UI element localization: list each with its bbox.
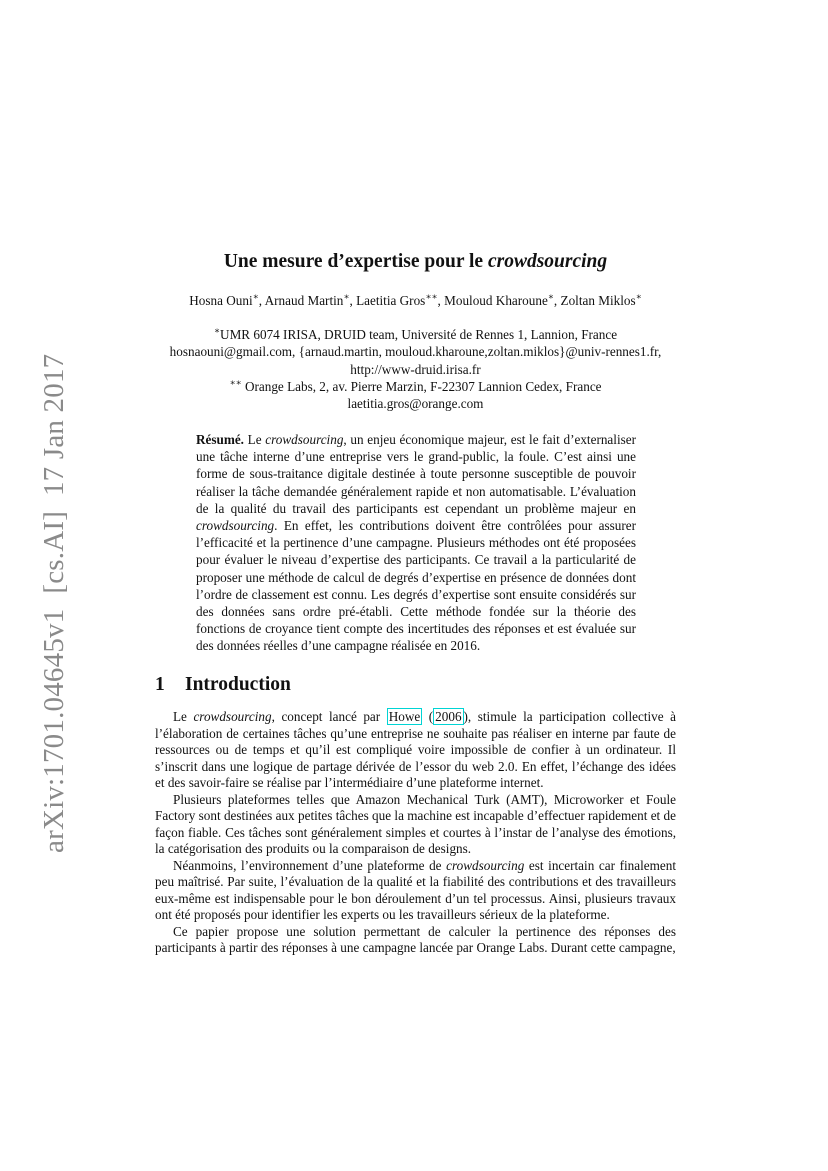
- body-text: Le: [173, 709, 194, 724]
- author: [444, 293, 554, 308]
- affiliation-line: [140, 378, 691, 395]
- paragraph: Ce papier propose une solution permettant de calculer la pertinence des réponses des participants à partir des réponses à une campagne lancée par Orange Labs. Durant cette campagne,: [155, 923, 676, 955]
- abstract-italic: crowdsourcing: [265, 432, 344, 447]
- affiliation-mark: ∗: [213, 325, 221, 336]
- affiliation-line: [140, 326, 691, 343]
- citation-year-link[interactable]: 2006: [435, 709, 462, 724]
- body-text: , concept lancé par: [271, 709, 387, 724]
- arxiv-date: 17 Jan 2017: [38, 353, 70, 497]
- section-number: 1: [155, 674, 165, 695]
- body-text: (: [422, 709, 434, 724]
- affiliation-mark: ∗∗: [229, 377, 242, 388]
- author-mark: ∗: [635, 291, 642, 302]
- paragraph: Plusieurs plateformes telles que Amazon Mechanical Turk (AMT), Microworker et Foule Factory sont destinées aux petites tâches que la machine est incapable d’effectuer rapidement et de façon fiable. Ces tâches sont généralement simples et courtes à l’instar de l’analyse des émotions, la catégorisation des produits ou la comparaison de designs.: [155, 791, 676, 856]
- abstract-text: , un enjeu économique majeur, est le fait d’externaliser une tâche interne d’une entreprise vers le grand-public, la foule. C’est ainsi une forme de sous-traitance digitale destinée à toute personne susceptible de pouvoir réaliser la tâche demandée généralement rapide et non automatisable. L’évaluation de la qualité du travail des participants est cependant un problème majeur en: [196, 432, 636, 516]
- abstract: [196, 431, 636, 655]
- paragraph: [155, 709, 676, 792]
- citation-link[interactable]: Howe: [388, 709, 421, 724]
- body-text: ), stimule la participation collective à l’élaboration de certaines tâches qu’une entreprise ne souhaite pas réaliser en interne par faute de ressources ou de temps et qu’il est compliqué voire impossible de confier à un ordinateur. Il s’inscrit dans une logique de partage dérivée de l’essor du web 2.0. En effet, l’échange des idées et des savoir-faire se réalise par l’intermédiaire d’une plateforme internet.: [155, 709, 676, 790]
- paper-title: [155, 251, 676, 273]
- body-text: Néanmoins, l’environnement d’une plateforme de: [173, 857, 447, 873]
- body-italic: crowdsourcing: [446, 857, 525, 873]
- author-mark: ∗: [343, 291, 350, 302]
- affiliation-text: Orange Labs, 2, av. Pierre Marzin, F-22307 Lannion Cedex, France: [241, 378, 602, 394]
- author-list: Hosna Ouni∗, Arnaud Martin∗, Laetitia Gros∗∗, Mouloud Kharoune∗, Zoltan Miklos∗: [189, 291, 642, 308]
- affiliation-url: http://www-druid.irisa.fr: [350, 361, 481, 377]
- abstract-italic: crowdsourcing: [196, 518, 275, 534]
- section-heading: [155, 674, 676, 696]
- affiliation-emails: hosnaouni@gmail.com, {arnaud.martin, mouloud.kharoune,zoltan.miklos}@univ-rennes1.fr,: [169, 344, 662, 360]
- abstract-text: Le: [243, 432, 266, 447]
- author-name: Hosna Ouni: [189, 293, 253, 308]
- author-name: Zoltan Miklos: [560, 293, 636, 308]
- author: [265, 293, 350, 308]
- author: [561, 293, 642, 308]
- section-title: Introduction: [185, 674, 291, 695]
- author-name: Mouloud Kharoune: [444, 293, 548, 308]
- body-text: est incertain car finalement peu maîtrisé. Par suite, l’évaluation de la qualité et la fiabilité des contributions et des travailleurs eux-même est indispensable pour le bon déroulement d’un tel processus. Ainsi, plusieurs travaux ont été proposés pour identifier les experts ou les travailleurs sérieux de la plateforme.: [155, 857, 676, 922]
- author: [189, 293, 259, 308]
- author-mark: ∗∗: [425, 291, 438, 302]
- affiliation-text: UMR 6074 IRISA, DRUID team, Université de Rennes 1, Lannion, France: [220, 327, 618, 342]
- title-italic: crowdsourcing: [487, 251, 608, 272]
- arxiv-identifier: [40, 354, 69, 853]
- arxiv-id: arXiv:1701.04645v1: [38, 608, 70, 853]
- author-mark: ∗: [547, 291, 554, 302]
- author-mark: ∗: [252, 291, 259, 302]
- author: [356, 293, 437, 308]
- title-text: Une mesure d’expertise pour le: [223, 251, 488, 272]
- introduction-body: [155, 709, 676, 957]
- abstract-text: . En effet, les contributions doivent être contrôlées pour assurer l’efficacité et la pertinence d’une campagne. Plusieurs méthodes ont été proposées pour évaluer le niveau d’expertise des participants. Ce travail a la particularité de proposer une méthode de calcul de degrés d’expertise en présence de données dont l’ordre de classement est connu. Les degrés d’expertise sont ensuite considérés sur des données sans ordre pré-établi. Cette méthode fondée sur la théorie des fonctions de croyance tient compte des incertitudes des réponses et est évaluée sur des données réelles d’une campagne réalisée en 2016.: [196, 518, 636, 654]
- paragraph: [155, 858, 676, 924]
- affiliation-email: laetitia.gros@orange.com: [347, 396, 484, 412]
- affiliations: [140, 326, 691, 412]
- arxiv-sidebar: [20, 353, 70, 853]
- arxiv-category: [cs.AI]: [38, 510, 70, 594]
- author-name: Arnaud Martin: [264, 293, 344, 308]
- abstract-label: Résumé.: [196, 432, 244, 447]
- body-italic: crowdsourcing: [193, 709, 272, 724]
- author-name: Laetitia Gros: [356, 293, 426, 308]
